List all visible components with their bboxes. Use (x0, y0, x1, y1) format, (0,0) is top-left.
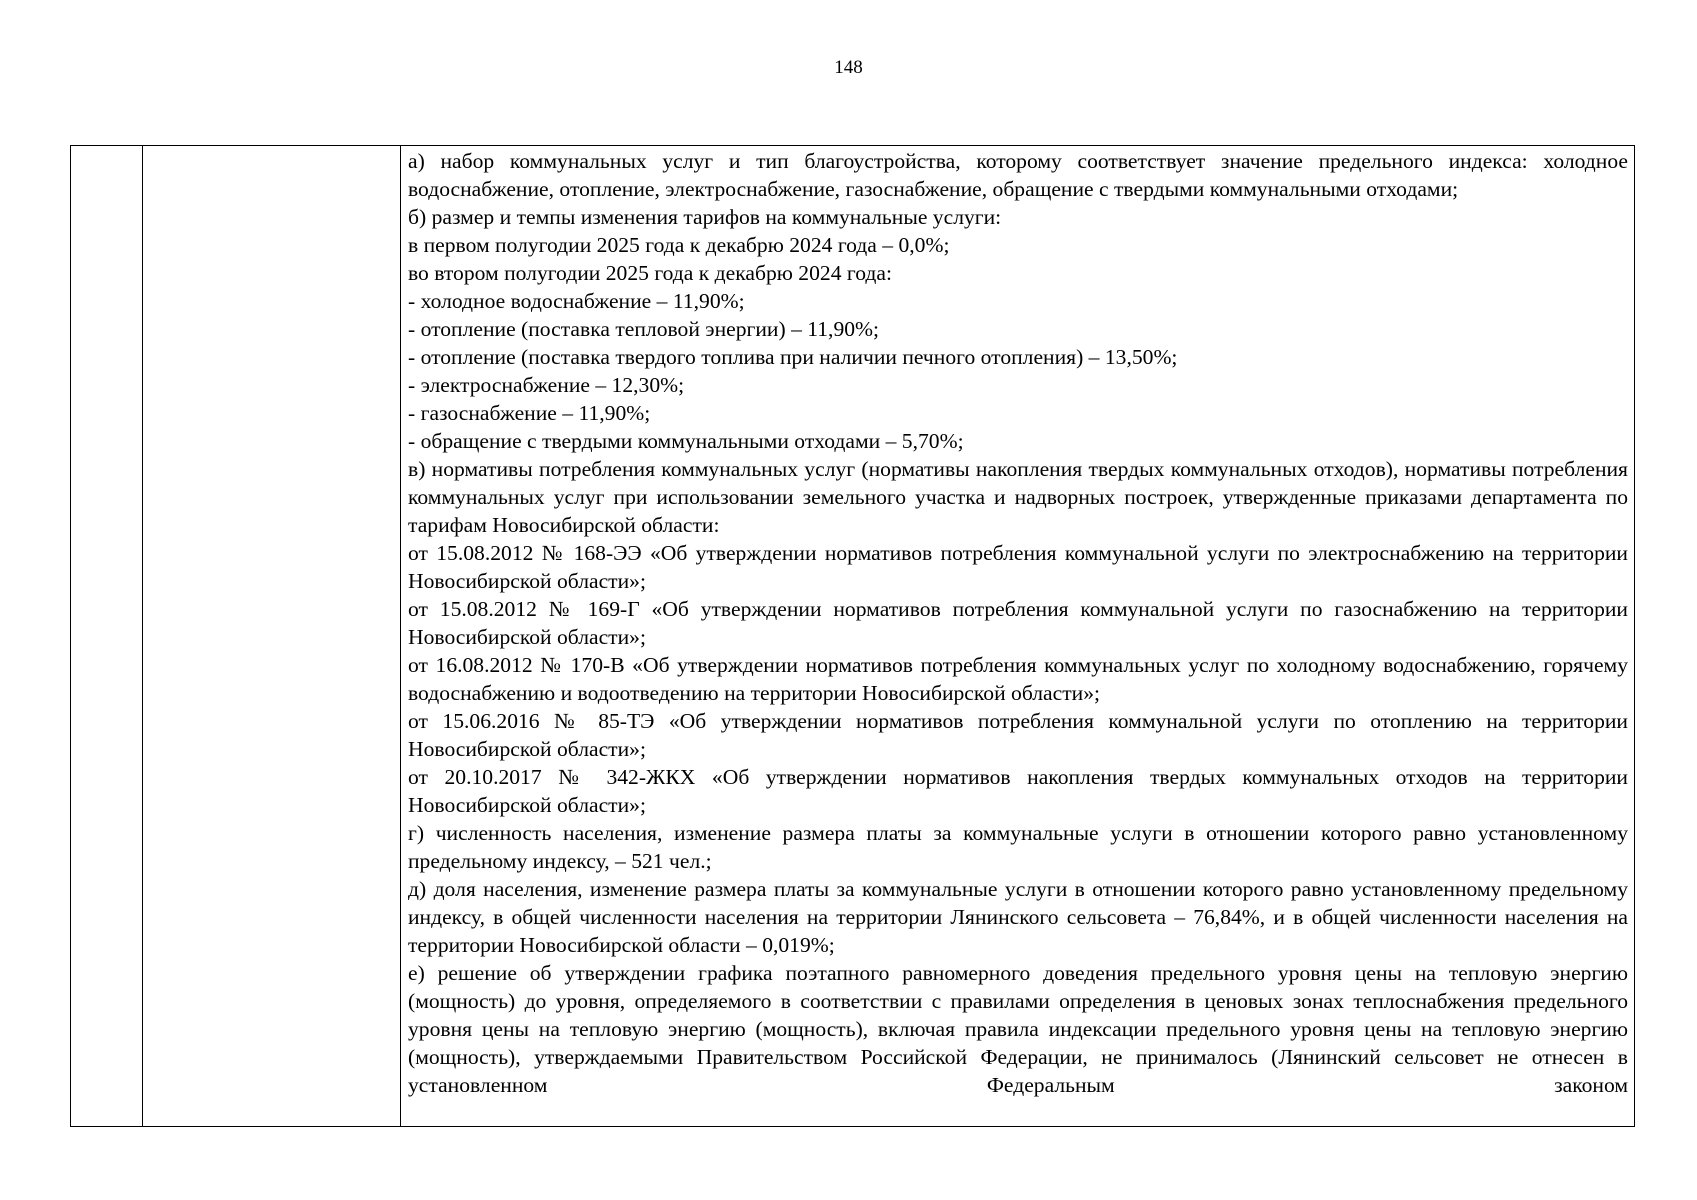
order-168-ee: от 15.08.2012 № 168-ЭЭ «Об утверждении нормативов потребления коммунальной услуги по электроснабжению на территории Новосибирской области»; (408, 541, 1628, 593)
list-item-electricity: - электроснабжение – 12,30%; (408, 373, 685, 397)
list-item-heating-thermal: - отопление (поставка тепловой энергии) – 11,90%; (408, 317, 880, 341)
table-cell-name (143, 146, 401, 1127)
list-item-cold-water: - холодное водоснабжение – 11,90%; (408, 289, 745, 313)
page-number: 148 (834, 57, 863, 78)
paragraph-first-half: в первом полугодии 2025 года к декабрю 2024 года – 0,0%; (408, 233, 950, 257)
paragraph-a: а) набор коммунальных услуг и тип благоустройства, которому соответствует значение предельного индекса: холодное водоснабжение, отопление, электроснабжение, газоснабжение, обращение с твердыми коммунальными отходами; (408, 149, 1628, 201)
paragraph-v: в) нормативы потребления коммунальных услуг (нормативы накопления твердых коммунальных отходов), нормативы потребления коммунальных услуг при использовании земельного участка и надворных построек, утвержденные приказами департамента по тарифам Новосибирской области: (408, 457, 1628, 537)
table-cell-number (71, 146, 143, 1127)
document-table (70, 145, 1635, 1127)
order-342-zhkh: от 20.10.2017 № 342-ЖКХ «Об утверждении нормативов накопления твердых коммунальных отходов на территории Новосибирской области»; (408, 765, 1628, 817)
list-item-heating-solid-fuel: - отопление (поставка твердого топлива при наличии печного отопления) – 13,50%; (408, 345, 1178, 369)
paragraph-second-half: во втором полугодии 2025 года к декабрю 2024 года: (408, 261, 892, 285)
table-row (71, 146, 1635, 1127)
paragraph-b: б) размер и темпы изменения тарифов на коммунальные услуги: (408, 205, 1002, 229)
list-item-gas: - газоснабжение – 11,90%; (408, 401, 651, 425)
list-item-solid-waste: - обращение с твердыми коммунальными отходами – 5,70%; (408, 429, 964, 453)
order-169-g: от 15.08.2012 № 169-Г «Об утверждении нормативов потребления коммунальной услуги по газоснабжению на территории Новосибирской области»; (408, 597, 1628, 649)
paragraph-e: е) решение об утверждении графика поэтапного равномерного доведения предельного уровня цены на тепловую энергию (мощность) до уровня, определяемого в соответствии с правилами определения в ценовых зонах теплоснабжения предельного уровня цены на тепловую энергию (мощность), включая правила индексации предельного уровня цены на тепловую энергию (мощность), утверждаемыми Правительством Российской Федерации, не принималось (Лянинский сельсовет не отнесен в установленном Федеральным законом (408, 961, 1628, 1097)
cell-text (401, 146, 1634, 1125)
table-cell-content (401, 146, 1635, 1127)
order-85-te: от 15.06.2016 № 85-ТЭ «Об утверждении нормативов потребления коммунальной услуги по отоплению на территории Новосибирской области»; (408, 709, 1628, 761)
paragraph-g: г) численность населения, изменение размера платы за коммунальные услуги в отношении которого равно установленному предельному индексу, – 521 чел.; (408, 821, 1628, 873)
order-170-v: от 16.08.2012 № 170-В «Об утверждении нормативов потребления коммунальных услуг по холодному водоснабжению, горячему водоснабжению и водоотведению на территории Новосибирской области»; (408, 653, 1628, 705)
paragraph-d: д) доля населения, изменение размера платы за коммунальные услуги в отношении которого равно установленному предельному индексу, в общей численности населения на территории Лянинского сельсовета – 76,84%, и в общей численности населения на территории Новосибирской области – 0,019%; (408, 877, 1628, 957)
